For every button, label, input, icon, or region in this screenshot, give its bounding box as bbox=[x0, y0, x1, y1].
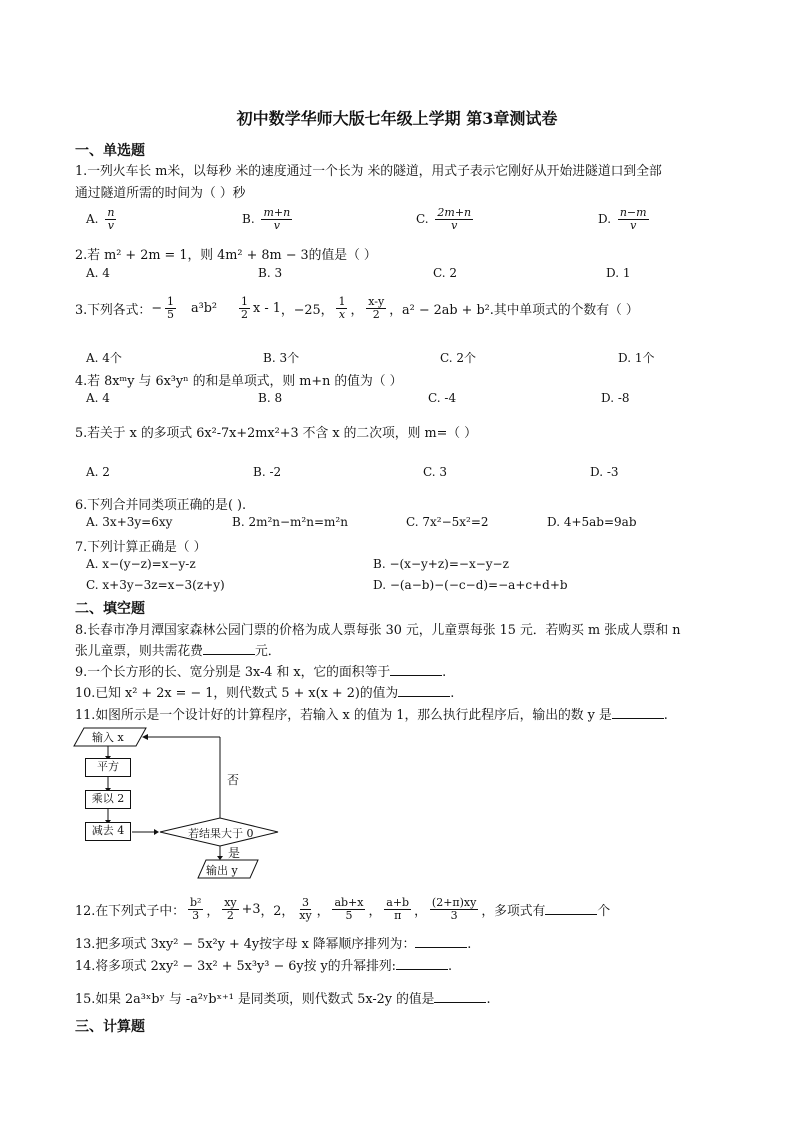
q7-stem: 7.下列计算正确是（ ） bbox=[75, 540, 207, 555]
q13-tail: . bbox=[467, 937, 472, 952]
q9-answer-blank[interactable] bbox=[390, 665, 442, 676]
q11 bbox=[75, 704, 668, 723]
q5-option-d: D. -3 bbox=[590, 465, 619, 479]
q10-tail: . bbox=[450, 686, 455, 701]
frac-numerator: b² bbox=[189, 895, 202, 909]
frac-denominator: 5 bbox=[345, 908, 353, 922]
q6-option-b: B. 2m²n−m²n=m²n bbox=[232, 515, 348, 529]
q3-fraction-3 bbox=[239, 296, 250, 321]
flowchart-input-label: 输入 x bbox=[92, 731, 124, 744]
frac-numerator: m+n bbox=[263, 206, 291, 219]
frac-numerator: a+b bbox=[386, 895, 410, 909]
q8-line2 bbox=[75, 640, 281, 659]
frac-denominator: 5 bbox=[166, 307, 174, 321]
flowchart-minus4-box: 减去 4 bbox=[85, 822, 131, 841]
frac-numerator: n bbox=[107, 206, 115, 219]
frac-numerator: 1 bbox=[241, 294, 249, 308]
q11-stem: 11.如图所示是一个设计好的计算程序，若输入 x 的值为 1，那么执行此程序后，输出的数 y 是 bbox=[75, 708, 612, 723]
q3-term-4: ，−25， bbox=[280, 302, 334, 318]
frac-numerator: (2+π)xy bbox=[431, 895, 477, 909]
frac-denominator: v bbox=[630, 219, 637, 232]
arrowhead bbox=[154, 829, 159, 835]
q2-option-d: D. 1 bbox=[606, 266, 631, 280]
q10-answer-blank[interactable] bbox=[398, 686, 450, 697]
q8-answer-blank[interactable] bbox=[203, 644, 255, 655]
q15 bbox=[75, 988, 491, 1007]
q12-term-2-tail: +3 bbox=[241, 901, 261, 917]
q3-sign: − bbox=[151, 300, 162, 316]
flowchart-no-label: 否 bbox=[227, 773, 240, 787]
q2-option-b: B. 3 bbox=[258, 266, 283, 280]
q4-option-b: B. 8 bbox=[258, 391, 283, 405]
q12-lead: 12.在下列式子中： bbox=[75, 903, 185, 919]
frac-denominator: 3 bbox=[450, 908, 458, 922]
q12: 12.在下列式子中： $\frac{\text{b²}}{3}$ ， $\frac{xy}{2}$ +3 ，2， $\frac{3}{xy}$ ， $\frac{ab+x}{5}$ ， $\frac{a+b}{\pi}$ ， $\frac{(2+\pi)xy}{3}$ ，多项式有 个 bbox=[75, 895, 611, 922]
q4-stem: 4.若 8xᵐy 与 6x³yⁿ 的和是单项式，则 m+n 的值为（ ） bbox=[75, 374, 403, 389]
frac-numerator: 3 bbox=[301, 895, 309, 909]
frac-numerator: 1 bbox=[166, 294, 174, 308]
section-heading-calculation: 三、计算题 bbox=[75, 1019, 145, 1035]
q8-line2-text: 张儿童票，则共需花费 bbox=[75, 644, 203, 659]
q7-option-b: B. −(x−y+z)=−x−y−z bbox=[373, 557, 509, 571]
frac-denominator: xy bbox=[299, 908, 312, 922]
flowchart-yes-label: 是 bbox=[228, 846, 241, 860]
q9-stem: 9.一个长方形的长、宽分别是 3x-4 和 x，它的面积等于 bbox=[75, 665, 391, 680]
q12-mid: ，2， bbox=[260, 903, 295, 919]
q3-lead: 3.下列各式： bbox=[75, 302, 152, 318]
q13-answer-blank[interactable] bbox=[415, 937, 467, 948]
flowchart-square-box: 平方 bbox=[85, 758, 131, 777]
q1-option-a-fraction bbox=[105, 207, 116, 232]
q14-answer-blank[interactable] bbox=[396, 959, 448, 970]
frac-numerator: x-y bbox=[368, 294, 385, 308]
q4-option-a: A. 4 bbox=[86, 391, 110, 405]
q1-option-a bbox=[86, 207, 119, 232]
q1-option-c-label: C. bbox=[416, 212, 429, 226]
q6-option-d: D. 4+5ab=9ab bbox=[547, 515, 637, 529]
q12-tail: ，多项式有 bbox=[481, 903, 546, 919]
q1-option-c bbox=[416, 207, 476, 232]
q3-fraction-6 bbox=[366, 296, 386, 321]
q2-option-a: A. 4 bbox=[86, 266, 110, 280]
q6-option-c: C. 7x²−5x²=2 bbox=[406, 515, 489, 529]
flowchart-times2-box: 乘以 2 bbox=[85, 790, 131, 809]
page-title: 初中数学华师大版七年级上学期 第3章测试卷 bbox=[236, 109, 558, 128]
q7-option-d: D. −(a−b)−(−c−d)=−a+c+d+b bbox=[373, 578, 568, 592]
flowchart-decision-label: 若结果大于 0 bbox=[188, 827, 254, 840]
frac-numerator: 2m+n bbox=[437, 206, 472, 219]
q12-fraction-1 bbox=[188, 897, 203, 922]
q1-line1: 1.一列火车长 m米，以每秒 米的速度通过一个长为 米的隧道，用式子表示它刚好从开始进隧道口到全部 bbox=[75, 164, 662, 179]
q3-term-2: a³b² bbox=[190, 300, 218, 316]
q8-line1: 8.长春市净月潭国家森林公园门票的价格为成人票每张 30 元，儿童票每张 15 元．若购买 m 张成人票和 n bbox=[75, 623, 681, 638]
frac-numerator: 1 bbox=[338, 294, 346, 308]
q3-option-d: D. 1个 bbox=[618, 351, 655, 365]
q14-stem: 14.将多项式 2xy² − 3x² + 5x³y³ − 6y按 y的升幂排列: bbox=[75, 959, 396, 974]
q13 bbox=[75, 933, 471, 952]
q10-stem: 10.已知 x² + 2x = − 1，则代数式 5 + x(x + 2)的值为 bbox=[75, 686, 399, 701]
q3-option-c: C. 2个 bbox=[440, 351, 477, 365]
q14 bbox=[75, 955, 452, 974]
q3-stem: 3.下列各式： − $\frac{1}{5}$ a³b² $\frac{1}{2}$ x - 1 ，−25， $\frac{1}{x}$ ， $\frac{x-y}{2}$ ，a² − 2ab + b².其中单项式的个数有（ ） bbox=[75, 294, 639, 321]
frac-denominator: v bbox=[451, 219, 458, 232]
q15-answer-blank[interactable] bbox=[434, 992, 486, 1003]
q4-option-d: D. -8 bbox=[601, 391, 630, 405]
q12-fraction-6 bbox=[430, 897, 478, 922]
q12-fraction-4 bbox=[332, 897, 365, 922]
q3-fraction-1 bbox=[165, 296, 176, 321]
arrowhead bbox=[142, 734, 148, 740]
frac-denominator: 2 bbox=[241, 307, 249, 321]
q7-option-c: C. x+3y−3z=x−3(z+y) bbox=[86, 578, 225, 592]
q13-stem: 13.把多项式 3xy² − 5x²y + 4y按字母 x 降幂顺序排列为： bbox=[75, 937, 416, 952]
frac-denominator: 2 bbox=[226, 908, 234, 922]
q15-stem: 15.如果 2a³ˣbʸ 与 -a²ʸbˣ⁺¹ 是同类项，则代数式 5x-2y 的值是 bbox=[75, 992, 435, 1007]
q4-option-c: C. -4 bbox=[428, 391, 457, 405]
q1-option-a-label: A. bbox=[86, 212, 99, 226]
q8-line2-tail: 元． bbox=[254, 644, 281, 659]
q5-stem: 5.若关于 x 的多项式 6x²-7x+2mx²+3 不含 x 的二次项，则 m=（ ） bbox=[75, 426, 477, 441]
q5-option-b: B. -2 bbox=[253, 465, 282, 479]
q3-term-3-tail: x - 1 bbox=[253, 300, 281, 316]
q15-tail: . bbox=[486, 992, 491, 1007]
q1-option-d bbox=[598, 207, 652, 232]
q9-tail: . bbox=[442, 665, 447, 680]
q12-fraction-5 bbox=[384, 897, 411, 922]
q1-option-b bbox=[242, 207, 295, 232]
q12-fraction-3 bbox=[297, 897, 313, 922]
q12-answer-blank[interactable] bbox=[545, 904, 597, 915]
frac-numerator: n−m bbox=[619, 206, 647, 219]
q2-stem: 2.若 m² + 2m = 1，则 4m² + 8m − 3的值是（ ） bbox=[75, 248, 377, 263]
arrowhead bbox=[217, 856, 223, 860]
frac-denominator: 3 bbox=[192, 908, 200, 922]
q1-line2: 通过隧道所需的时间为（ ）秒 bbox=[75, 186, 246, 201]
frac-denominator: π bbox=[394, 908, 402, 922]
q3-option-b: B. 3个 bbox=[263, 351, 300, 365]
section-heading-fill-blank: 二、填空题 bbox=[75, 601, 145, 617]
section-heading-single-choice: 一、单选题 bbox=[75, 143, 145, 159]
q6-stem: 6.下列合并同类项正确的是( ). bbox=[75, 498, 247, 513]
q3-tail: ，a² − 2ab + b².其中单项式的个数有（ ） bbox=[389, 302, 639, 318]
q11-tail: . bbox=[663, 708, 668, 723]
q9 bbox=[75, 661, 446, 680]
q10 bbox=[75, 682, 454, 701]
q1-option-b-fraction bbox=[261, 207, 292, 232]
q1-option-b-label: B. bbox=[242, 212, 255, 226]
q3-fraction-5 bbox=[336, 296, 347, 321]
q14-tail: . bbox=[448, 959, 453, 974]
q1-option-d-fraction bbox=[618, 207, 649, 232]
q12-tail-2: 个 bbox=[597, 903, 611, 919]
q5-option-c: C. 3 bbox=[423, 465, 448, 479]
q7-option-a: A. x−(y−z)=x−y-z bbox=[86, 557, 196, 571]
q2-option-c: C. 2 bbox=[433, 266, 458, 280]
q6-option-a: A. 3x+3y=6xy bbox=[86, 515, 173, 529]
q1-option-c-fraction bbox=[435, 207, 473, 232]
frac-denominator: v bbox=[107, 219, 114, 232]
q11-answer-blank[interactable] bbox=[612, 708, 664, 719]
frac-denominator: 2 bbox=[372, 307, 380, 321]
q12-fraction-2 bbox=[222, 897, 238, 922]
q3-option-a: A. 4个 bbox=[86, 351, 122, 365]
frac-numerator: ab+x bbox=[334, 895, 364, 909]
q1-option-d-label: D. bbox=[598, 212, 612, 226]
q5-option-a: A. 2 bbox=[86, 465, 110, 479]
frac-numerator: xy bbox=[224, 895, 237, 909]
flowchart-output-label: 输出 y bbox=[206, 864, 238, 877]
frac-denominator: x bbox=[338, 307, 346, 321]
frac-denominator: v bbox=[273, 219, 280, 232]
